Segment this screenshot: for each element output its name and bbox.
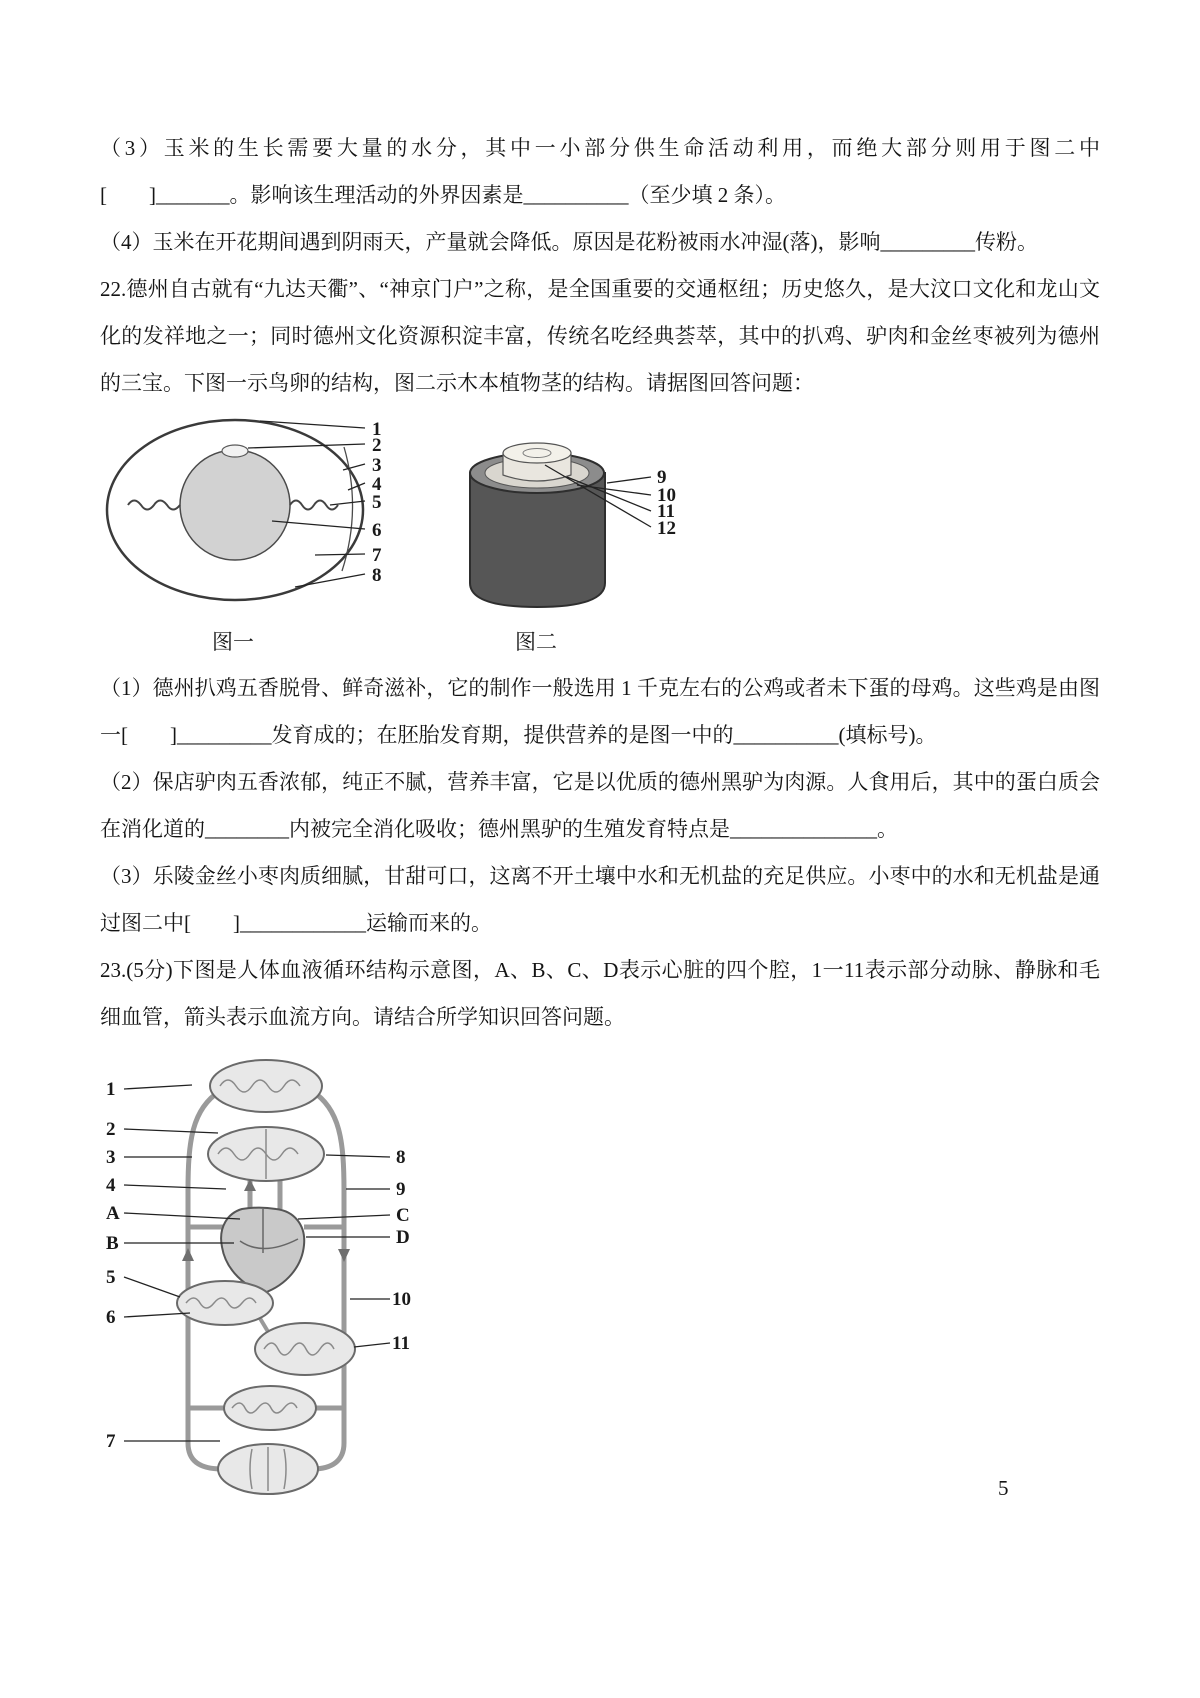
figure-row (100, 415, 1100, 620)
blood-circulation-diagram (100, 1051, 420, 1496)
svg-text:9: 9 (396, 1179, 406, 1200)
liver-capillaries (177, 1281, 273, 1325)
circulation-figure-wrap (100, 1051, 1100, 1501)
lung-capillaries (208, 1127, 324, 1181)
page-number: 5 (998, 1476, 1009, 1500)
svg-text:1: 1 (372, 419, 382, 440)
question-22-part-1: （1）德州扒鸡五香脱骨、鲜奇滋补，它的制作一般选用 1 千克左右的公鸡或者未下蛋的母鸡。这些鸡是由图一[ ]_________发育成的；在胚胎发育期，提供营养的是图一中的__________(填标号)。 (100, 676, 1100, 747)
svg-text:9: 9 (657, 467, 667, 488)
head-capillaries (210, 1060, 322, 1112)
stem-inner-cylinder (503, 443, 571, 481)
egg-structure-diagram (100, 415, 400, 615)
svg-text:7: 7 (372, 545, 382, 566)
svg-text:D: D (396, 1227, 410, 1248)
svg-text:2: 2 (106, 1119, 116, 1140)
svg-text:11: 11 (392, 1333, 410, 1354)
chalaza-left (128, 501, 180, 510)
heart (221, 1208, 304, 1294)
question-21-part-3: （3）玉米的生长需要大量的水分，其中一小部分供生命活动利用，而绝大部分则用于图二中[ ]_______。影响该生理活动的外界因素是__________（至少填 2 条）。 (100, 136, 1100, 207)
circulation-label-left (106, 1079, 120, 1452)
stem-structure-diagram (455, 425, 685, 615)
svg-text:3: 3 (106, 1147, 116, 1168)
svg-text:12: 12 (657, 518, 676, 539)
figure-1-caption: 图一 (212, 630, 254, 654)
svg-text:7: 7 (106, 1431, 116, 1452)
kidney-capillaries (224, 1386, 316, 1430)
svg-text:2: 2 (372, 435, 382, 456)
question-21-part-4: （4）玉米在开花期间遇到阴雨天，产量就会降低。原因是花粉被雨水冲湿(落)，影响_________传粉。 (100, 230, 1038, 254)
svg-text:5: 5 (106, 1267, 116, 1288)
figure-2-caption: 图二 (515, 630, 557, 654)
question-22-part-2: （2）保店驴肉五香浓郁，纯正不腻，营养丰富，它是以优质的德州黑驴为肉源。人食用后，其中的蛋白质会在消化道的________内被完全消化吸收；德州黑驴的生殖发育特点是______________。 (100, 770, 1100, 841)
svg-text:3: 3 (372, 455, 382, 476)
question-22-part-3: （3）乐陵金丝小枣肉质细腻，甘甜可口，这离不开土壤中水和无机盐的充足供应。小枣中的水和无机盐是通过图二中[ ]____________运输而来的。 (100, 864, 1100, 935)
svg-text:11: 11 (657, 501, 675, 522)
svg-text:8: 8 (372, 565, 382, 586)
svg-text:5: 5 (372, 492, 382, 513)
stem-label-numbers (657, 467, 676, 539)
question-23-intro: 23.(5分)下图是人体血液循环结构示意图，A、B、C、D表示心脏的四个腔，1一11表示部分动脉、静脉和毛细血管，箭头表示血流方向。请结合所学知识回答问题。 (100, 958, 1100, 1029)
germinal-disc (222, 445, 248, 457)
svg-text:4: 4 (106, 1175, 116, 1196)
egg-label-numbers (372, 419, 382, 586)
lower-body-capillaries (218, 1444, 318, 1494)
question-22-intro: 22.德州自古就有“九达天衢”、“神京门户”之称，是全国重要的交通枢纽；历史悠久，是大汶口文化和龙山文化的发祥地之一；同时德州文化资源积淀丰富，传统名吃经典荟萃，其中的扒鸡、驴肉和金丝枣被列为德州的三宝。下图一示鸟卵的结构，图二示木本植物茎的结构。请据图回答问题： (100, 277, 1100, 395)
svg-text:8: 8 (396, 1147, 406, 1168)
svg-text:6: 6 (106, 1307, 116, 1328)
svg-text:10: 10 (657, 485, 676, 506)
svg-text:1: 1 (106, 1079, 116, 1100)
circulation-label-right (392, 1147, 411, 1354)
stem-figure-wrap (455, 425, 685, 620)
egg-yolk (180, 445, 290, 560)
svg-text:B: B (106, 1233, 119, 1254)
svg-text:4: 4 (372, 474, 382, 495)
figure-captions (100, 620, 1100, 665)
svg-text:A: A (106, 1203, 120, 1224)
svg-text:C: C (396, 1205, 410, 1226)
svg-text:10: 10 (392, 1289, 411, 1310)
svg-text:6: 6 (372, 520, 382, 541)
intestine-capillaries (255, 1323, 355, 1375)
